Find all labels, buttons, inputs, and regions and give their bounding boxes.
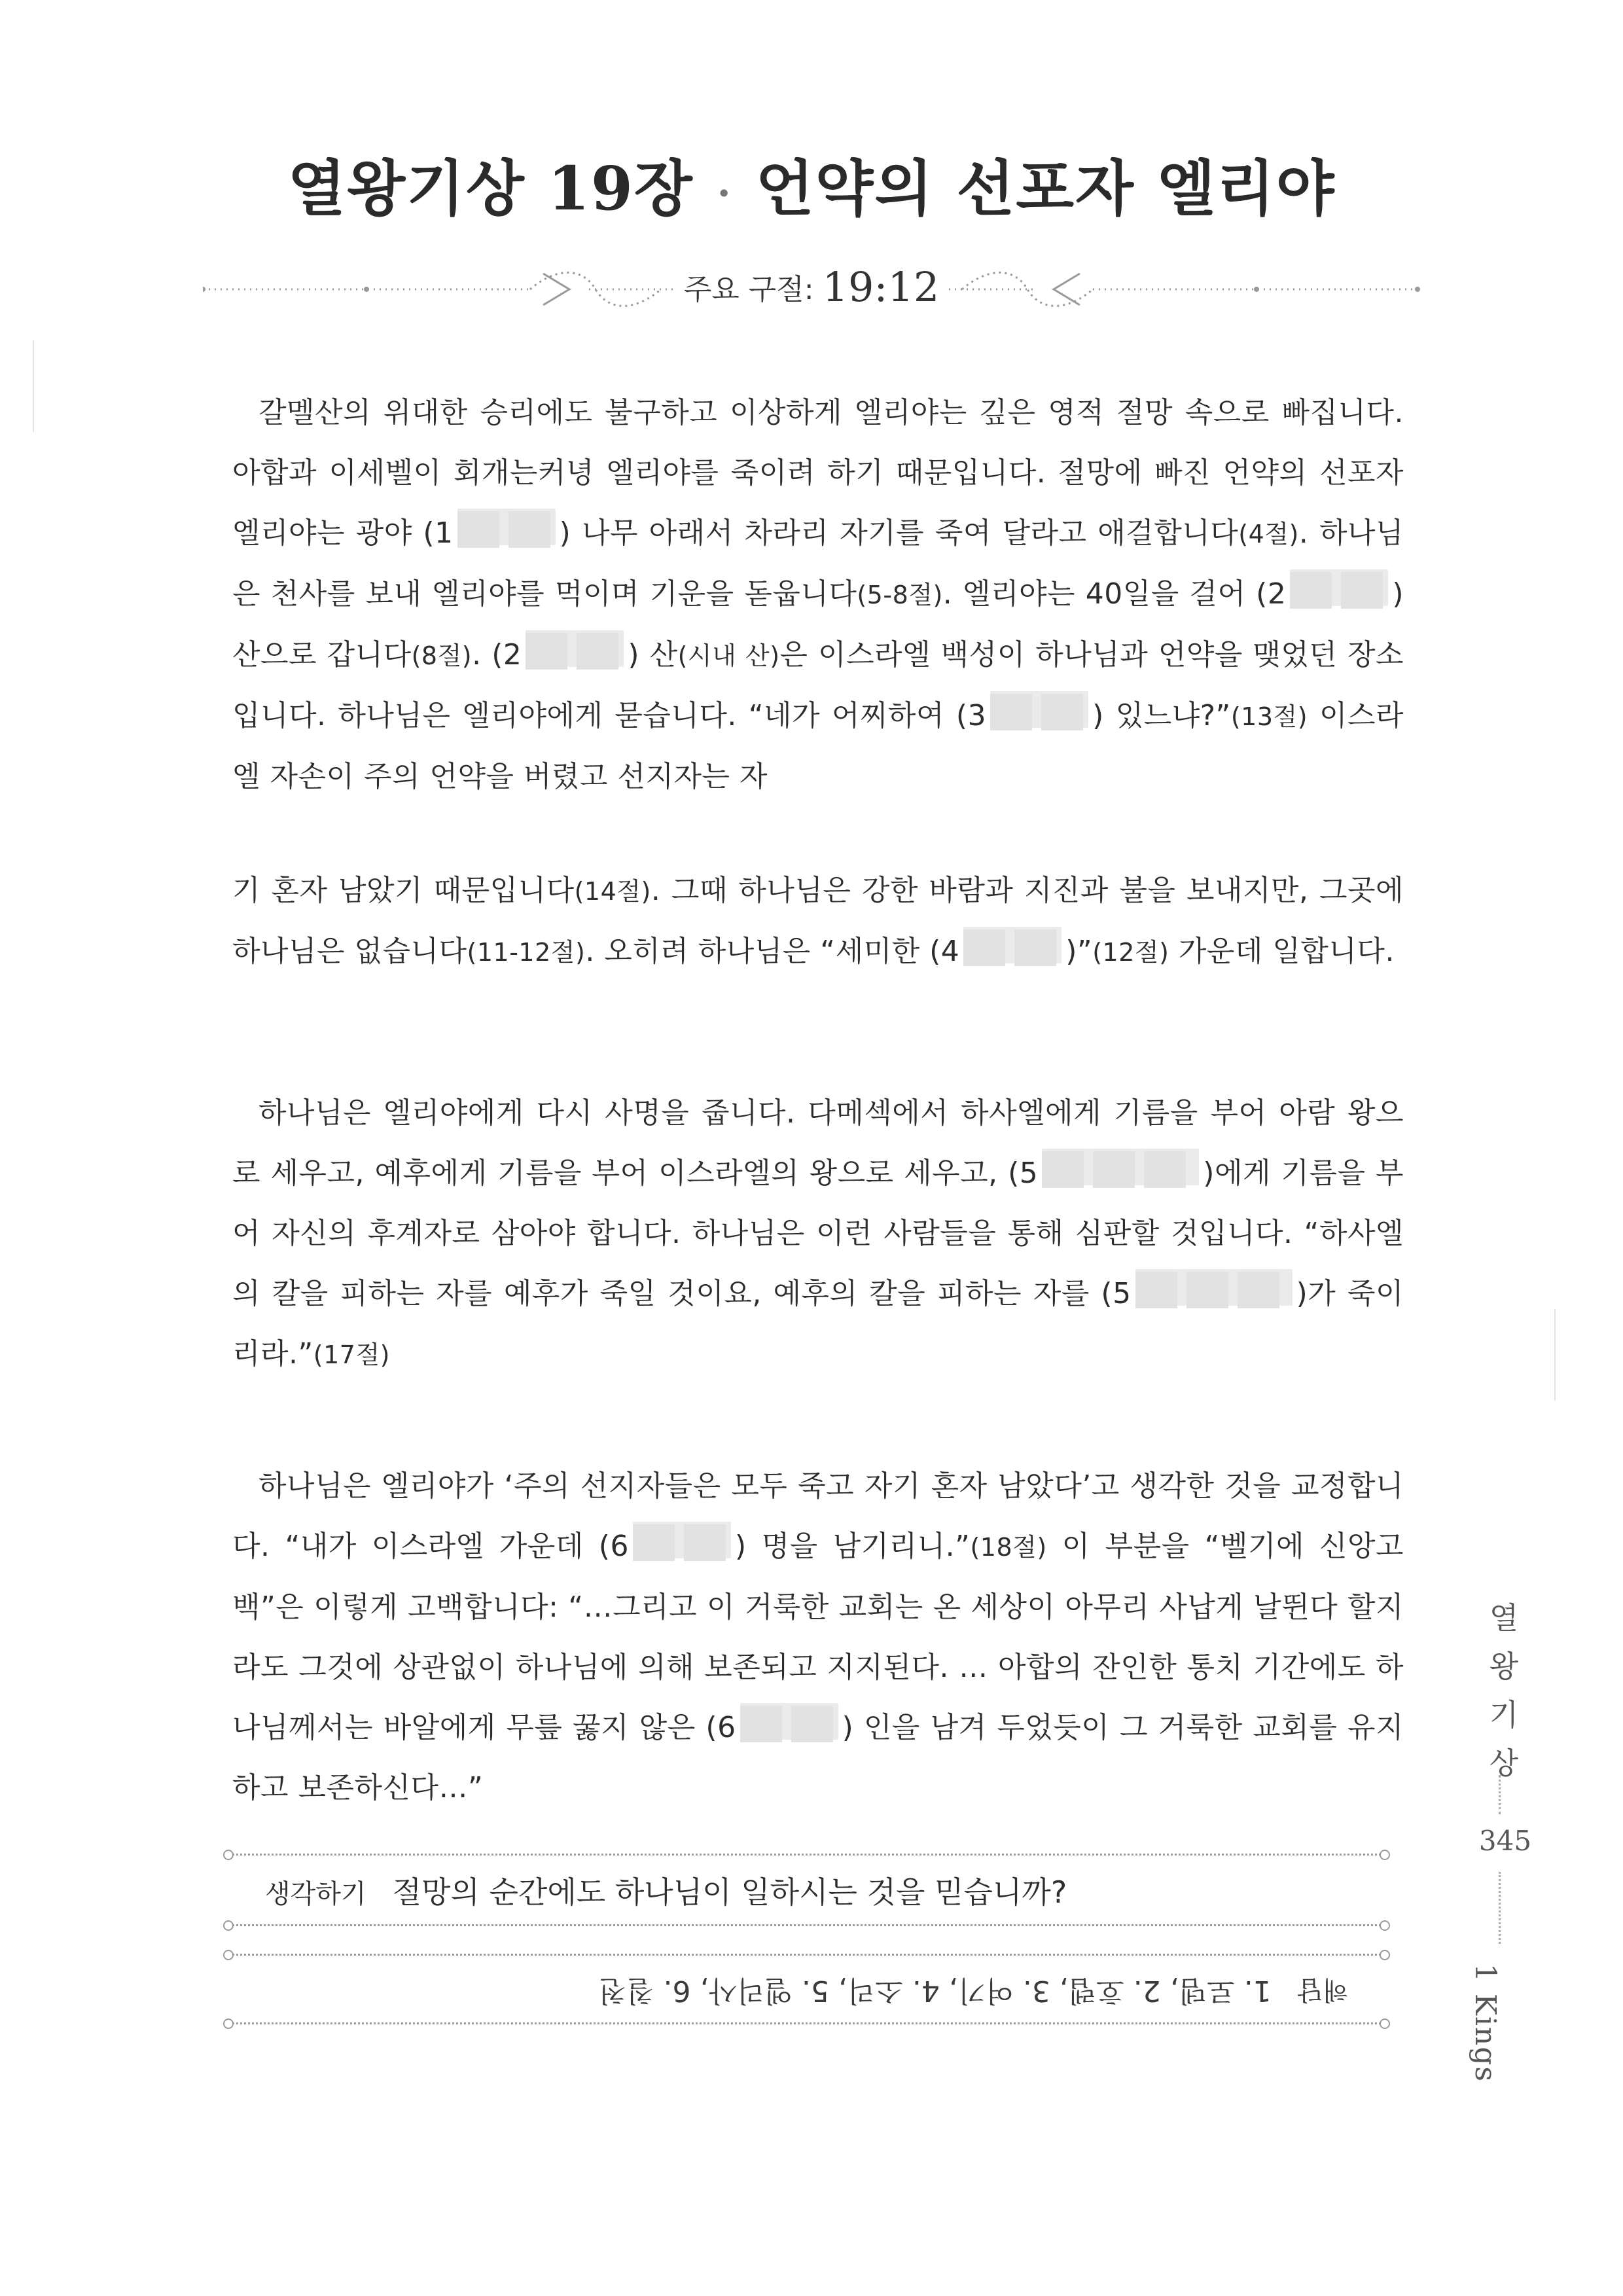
divider-rule <box>232 1924 1381 1926</box>
page-number: 345 <box>1478 1825 1532 1857</box>
text-segment: 갈멜산의 위대한 승리에도 불구하고 이상하게 엘리야는 깊은 영적 절망 속으로 빠집니다. 아합과 이세벨이 회개는커녕 엘리야를 죽이려 하기 때문입니다. 절망에 빠진 언약의 선포자 엘리야는 광야 (1 <box>232 396 1404 550</box>
divider-rule <box>232 2022 1381 2024</box>
verse-ref: (시내 산) <box>677 641 780 670</box>
text-segment: )가 죽이리라.” <box>232 1277 1404 1371</box>
divider-rule <box>232 1854 1381 1856</box>
key-verse-ref: 19:12 <box>822 262 940 311</box>
text-segment: . 그때 하나님은 강한 바람과 지진과 불을 보내지만, 그곳에 하나님은 없습니다 <box>232 874 1404 968</box>
answer-key <box>530 1962 1348 2015</box>
reflection-question <box>265 1869 1067 1912</box>
text-segment: )에게 기름을 부어 자신의 후계자로 삼아야 합니다. 하나님은 이런 사람들을 통해 심판할 것입니다. “하사엘의 칼을 피하는 자를 예후가 죽일 것이요, 예후의 칼을 피하는 자를 (5 <box>232 1157 1404 1310</box>
answer-label: 해답 <box>1297 1975 1348 2005</box>
fill-in-blank-5b <box>1135 1269 1293 1306</box>
verse-ref: (12절) <box>1092 938 1169 967</box>
verse-ref: (14절) <box>574 877 651 906</box>
verse-ref: (13절) <box>1230 702 1308 731</box>
text-segment: 가운데 일합니다. <box>1169 935 1395 968</box>
verse-ref: (5-8절) <box>857 581 943 609</box>
fill-in-blank-6 <box>633 1522 731 1558</box>
fill-in-blank-4 <box>963 927 1061 963</box>
answer-text: 1. 로뎀, 2. 호렙, 3. 여기, 4. 소리, 5. 엘리사, 6. 칠천 <box>598 1974 1272 2007</box>
side-dotted-line <box>1499 1775 1506 1814</box>
key-verse-label: 주요 구절: <box>683 273 814 306</box>
text-segment: . (2 <box>472 638 522 672</box>
side-dotted-line <box>1499 1872 1506 1944</box>
text-segment: 은 이스라엘 백성이 하나님과 언약을 맺었던 장소입니다. 하나님은 엘리야에게 묻습니다. “네가 어찌하여 (3 <box>232 638 1404 732</box>
verse-ref: (18절) <box>970 1533 1047 1562</box>
paragraph-1 <box>232 383 1404 807</box>
text-segment: ) 명을 남기리니.” <box>734 1530 971 1563</box>
text-segment: ) 산으로 갑니다 <box>232 577 1404 672</box>
paragraph-3 <box>232 1083 1404 1385</box>
text-segment: 이스라엘 자손이 주의 언약을 버렸고 선지자는 자 <box>232 699 1404 793</box>
verse-ref: (4절) <box>1238 520 1299 548</box>
side-english-title: 1 Kings <box>1469 1964 1502 2083</box>
scan-mark <box>33 340 34 432</box>
text-segment: 하나님은 엘리야에게 다시 사명을 줍니다. 다메섹에서 하사엘에게 기름을 부어 아람 왕으로 세우고, 예후에게 기름을 부어 이스라엘의 왕으로 세우고, (5 <box>232 1096 1404 1190</box>
text-segment: . 하나님은 천사를 보내 엘리야를 먹이며 기운을 돋웁니다 <box>232 516 1404 611</box>
divider-rule <box>232 1954 1381 1956</box>
text-segment: . 엘리야는 40일을 걸어 (2 <box>942 577 1287 611</box>
key-verse <box>0 260 1623 313</box>
paragraph-4 <box>232 1456 1404 1818</box>
verse-ref: (17절) <box>313 1340 391 1369</box>
fill-in-blank-5 <box>1042 1149 1199 1185</box>
side-book-label <box>1478 1594 1530 1787</box>
verse-ref: (11-12절) <box>467 938 586 967</box>
reflection-label: 생각하기 <box>265 1879 366 1909</box>
title-subject: 언약의 선포자 엘리야 <box>755 153 1336 224</box>
text-segment: . 오히려 하나님은 “세미한 (4 <box>585 935 960 968</box>
reflection-text: 절망의 순간에도 하나님이 일하시는 것을 믿습니까? <box>392 1874 1067 1910</box>
side-book-text: 열왕기상 <box>1489 1600 1519 1781</box>
text-segment: 기 혼자 남았기 때문입니다 <box>232 874 575 907</box>
text-segment: ) 산 <box>628 638 678 672</box>
text-segment: )” <box>1065 935 1093 968</box>
verse-ref: (8절) <box>411 641 473 670</box>
text-segment: ) 나무 아래서 차라리 자기를 죽여 달라고 애걸합니다 <box>559 516 1239 550</box>
ornament-right-icon <box>942 260 1420 313</box>
fill-in-blank-3 <box>990 691 1088 728</box>
page-title <box>0 141 1623 227</box>
fill-in-blank-2 <box>1290 569 1388 606</box>
title-book: 열왕기상 19장 <box>287 153 694 224</box>
fill-in-blank-6b <box>740 1703 838 1740</box>
title-separator: · <box>717 171 732 217</box>
scan-mark <box>1554 1309 1556 1401</box>
paragraph-2 <box>232 861 1404 982</box>
ornament-left-icon <box>203 260 681 313</box>
text-segment: ) 인을 남겨 두었듯이 그 거룩한 교회를 유지하고 보존하신다…” <box>232 1711 1404 1804</box>
text-segment: ) 있느냐?” <box>1092 699 1231 732</box>
text-segment: 이 부분을 “벨기에 신앙고백”은 이렇게 고백합니다: “…그리고 이 거룩한 교회는 온 세상이 아무리 사납게 날뛴다 할지라도 그것에 상관없이 하나님에 의해 보존되고 지지된다. … 아합의 잔인한 통치 기간에도 하나님께서는 바알에게 무릎 꿇지 않은 (6 <box>232 1530 1404 1744</box>
fill-in-blank-2b <box>526 630 624 667</box>
text-segment: 하나님은 엘리야가 ‘주의 선지자들은 모두 죽고 자기 혼자 남았다’고 생각한 것을 교정합니다. “내가 이스라엘 가운데 (6 <box>232 1469 1404 1563</box>
fill-in-blank-1 <box>457 509 556 545</box>
